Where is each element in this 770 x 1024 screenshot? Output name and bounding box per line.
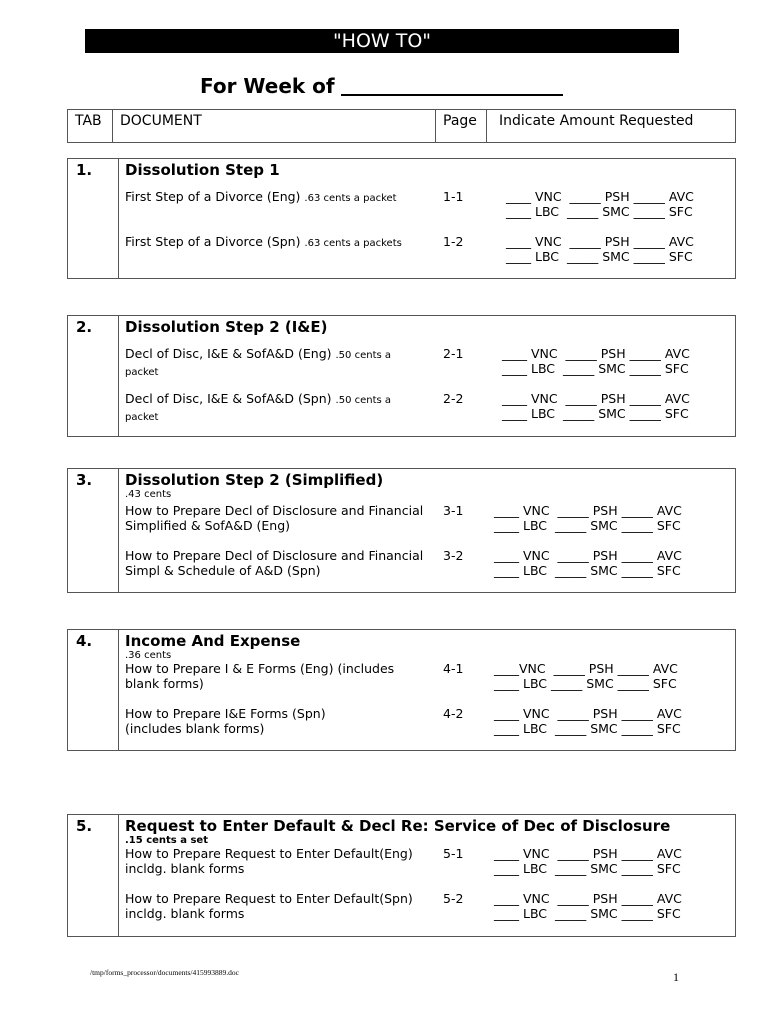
table-row bbox=[68, 846, 735, 882]
header-document: DOCUMENT bbox=[120, 113, 202, 129]
document-name: Decl of Disc, I&E & SofA&D (Spn) .50 cents a packet bbox=[125, 391, 392, 423]
section-number: 2. bbox=[76, 318, 93, 336]
document-name: First Step of a Divorce (Spn) .63 cents a packets bbox=[125, 234, 402, 249]
section-title: Dissolution Step 2 (I&E) bbox=[125, 318, 328, 336]
week-of-label: For Week of bbox=[200, 74, 335, 98]
amount-fields[interactable]: ____ VNC _____ PSH _____ AVC ____ LBC _____ SMC _____ SFC bbox=[494, 846, 682, 876]
section-title: Income And Expense bbox=[125, 632, 301, 650]
amount-fields[interactable]: ____ VNC _____ PSH _____ AVC ____ LBC _____ SMC _____ SFC bbox=[494, 548, 682, 578]
section-title: Request to Enter Default & Decl Re: Service of Dec of Disclosure bbox=[125, 817, 671, 835]
section-title: Dissolution Step 1 bbox=[125, 161, 280, 179]
document-name: How to Prepare I & E Forms (Eng) (includes blank forms) bbox=[125, 661, 395, 691]
page-ref: 5-1 bbox=[443, 846, 464, 861]
page-ref: 4-1 bbox=[443, 661, 464, 676]
page-number: 1 bbox=[673, 970, 679, 984]
footer-file-path: /tmp/forms_processor/documents/415993889.doc bbox=[90, 968, 239, 977]
section-price: .15 cents a set bbox=[125, 835, 208, 846]
document-name: Decl of Disc, I&E & SofA&D (Eng) .50 cents a packet bbox=[125, 346, 392, 378]
section-title: Dissolution Step 2 (Simplified) bbox=[125, 471, 384, 489]
amount-fields[interactable]: ____VNC _____ PSH _____ AVC ____ LBC _____ SMC _____ SFC bbox=[494, 661, 678, 691]
page-ref: 2-1 bbox=[443, 346, 464, 361]
table-row bbox=[68, 706, 735, 742]
document-name: How to Prepare Decl of Disclosure and Financial Simplified & SofA&D (Eng) bbox=[125, 503, 424, 533]
page-ref: 1-2 bbox=[443, 234, 464, 249]
section-number: 5. bbox=[76, 817, 93, 835]
document-name: First Step of a Divorce (Eng) .63 cents a packet bbox=[125, 189, 397, 204]
section-2 bbox=[67, 315, 736, 437]
week-of-blank-line[interactable] bbox=[341, 74, 563, 96]
page-ref: 2-2 bbox=[443, 391, 464, 406]
amount-fields[interactable]: ____ VNC _____ PSH _____ AVC ____ LBC _____ SMC _____ SFC bbox=[494, 503, 682, 533]
section-1 bbox=[67, 158, 736, 279]
table-row bbox=[68, 891, 735, 927]
section-5 bbox=[67, 814, 736, 937]
section-price: .36 cents bbox=[125, 650, 172, 661]
section-number: 4. bbox=[76, 632, 93, 650]
header-tab: TAB bbox=[75, 113, 102, 129]
section-number: 3. bbox=[76, 471, 93, 489]
amount-fields[interactable]: ____ VNC _____ PSH _____ AVC ____ LBC _____ SMC _____ SFC bbox=[494, 891, 682, 921]
section-price: .43 cents bbox=[125, 489, 172, 500]
page-ref: 1-1 bbox=[443, 189, 464, 204]
document-title: "HOW TO" bbox=[85, 29, 679, 53]
section-4 bbox=[67, 629, 736, 751]
header-page: Page bbox=[443, 113, 477, 129]
table-row bbox=[68, 234, 735, 270]
document-name: How to Prepare Decl of Disclosure and Financial Simpl & Schedule of A&D (Spn) bbox=[125, 548, 424, 578]
amount-fields[interactable]: ____ VNC _____ PSH _____ AVC ____ LBC _____ SMC _____ SFC bbox=[506, 189, 694, 219]
document-name: How to Prepare I&E Forms (Spn) (includes blank forms) bbox=[125, 706, 326, 736]
amount-fields[interactable]: ____ VNC _____ PSH _____ AVC ____ LBC _____ SMC _____ SFC bbox=[502, 391, 690, 421]
table-row bbox=[68, 189, 735, 225]
table-header bbox=[67, 109, 736, 143]
table-row bbox=[68, 661, 735, 697]
amount-fields[interactable]: ____ VNC _____ PSH _____ AVC ____ LBC _____ SMC _____ SFC bbox=[506, 234, 694, 264]
page-ref: 5-2 bbox=[443, 891, 464, 906]
amount-fields[interactable]: ____ VNC _____ PSH _____ AVC ____ LBC _____ SMC _____ SFC bbox=[494, 706, 682, 736]
table-row bbox=[68, 346, 735, 382]
section-number: 1. bbox=[76, 161, 93, 179]
section-3 bbox=[67, 468, 736, 593]
table-row bbox=[68, 391, 735, 427]
table-row bbox=[68, 503, 735, 539]
page-ref: 3-1 bbox=[443, 503, 464, 518]
document-name: How to Prepare Request to Enter Default(Eng) incldg. blank forms bbox=[125, 846, 413, 876]
amount-fields[interactable]: ____ VNC _____ PSH _____ AVC ____ LBC _____ SMC _____ SFC bbox=[502, 346, 690, 376]
page-ref: 3-2 bbox=[443, 548, 464, 563]
table-row bbox=[68, 548, 735, 584]
page-ref: 4-2 bbox=[443, 706, 464, 721]
document-name: How to Prepare Request to Enter Default(Spn) incldg. blank forms bbox=[125, 891, 413, 921]
week-of-heading bbox=[200, 74, 563, 98]
header-amount: Indicate Amount Requested bbox=[499, 113, 694, 129]
